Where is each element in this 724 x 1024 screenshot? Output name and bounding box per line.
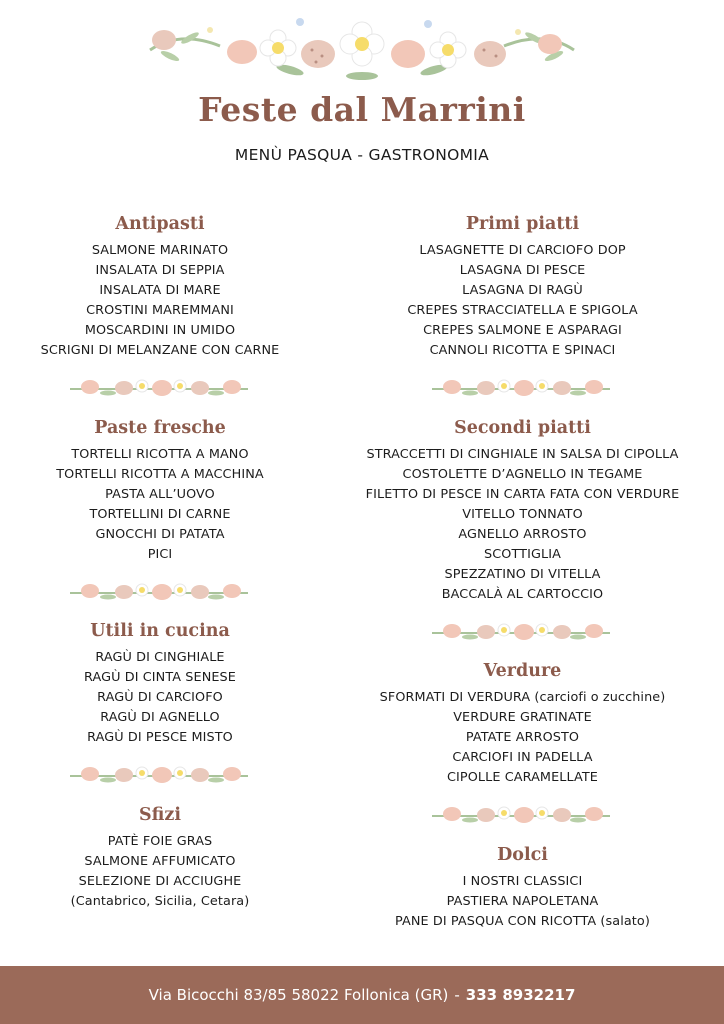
menu-item: BACCALÀ AL CARTOCCIO [441,587,604,602]
section-primi-piatti [350,213,695,361]
section-paste-fresche [20,417,300,565]
section-title: Utili in cucina [90,621,230,641]
page-title: Feste dal Marrini [198,90,526,129]
menu-item: RAGÙ DI CINTA SENESE [84,670,236,685]
menu-list [20,648,300,748]
section-antipasti [20,213,300,361]
menu-item: TORTELLI RICOTTA A MACCHINA [56,467,264,482]
menu-item: STRACCETTI DI CINGHIALE IN SALSA DI CIPOLLA [366,447,679,462]
menu-item: RAGÙ DI CARCIOFO [97,690,223,705]
section-title: Sfizi [139,805,181,825]
menu-item: PANE DI PASQUA CON RICOTTA (salato) [395,914,650,929]
menu-item: INSALATA DI MARE [99,283,221,298]
section-title: Verdure [483,661,562,681]
menu-list [350,688,695,788]
floral-divider-icon [68,577,250,607]
menu-item: I NOSTRI CLASSICI [462,874,583,889]
menu-item: RAGÙ DI PESCE MISTO [87,730,233,745]
menu-item: SFORMATI DI VERDURA (carciofi o zucchine) [379,690,666,705]
floral-divider-icon [68,760,250,790]
menu-item: CROSTINI MAREMMANI [86,303,234,318]
menu-item: TORTELLI RICOTTA A MANO [71,447,249,462]
footer-bar [0,966,724,1024]
section-title: Dolci [497,845,548,865]
menu-item: INSALATA DI SEPPIA [95,263,225,278]
section-sfizi [20,804,300,912]
footer-address: Via Bicocchi 83/85 58022 Follonica (GR) [148,986,449,1004]
section-verdure [350,660,695,788]
menu-item: PATATE ARROSTO [465,730,580,745]
section-title: Primi piatti [465,214,580,234]
menu-item: MOSCARDINI IN UMIDO [84,323,236,338]
menu-item: (Cantabrico, Sicilia, Cetara) [70,894,250,909]
menu-item: FILETTO DI PESCE IN CARTA FATA CON VERDURE [365,487,680,502]
menu-item: CARCIOFI IN PADELLA [452,750,593,765]
menu-item: CANNOLI RICOTTA E SPINACI [429,343,616,358]
section-title: Secondi piatti [454,418,591,438]
section-dolci [350,844,695,932]
menu-item: CREPES STRACCIATELLA E SPIGOLA [407,303,638,318]
footer-separator: - [454,986,460,1004]
floral-divider-icon [430,373,612,403]
floral-divider-icon [430,617,612,647]
menu-item: PASTA ALL’UOVO [105,487,215,502]
daffodils [260,22,466,68]
menu-item: LASAGNETTE DI CARCIOFO DOP [419,243,626,258]
menu-item: CIPOLLE CARAMELLATE [447,770,598,785]
menu-list [20,241,300,361]
menu-item: PASTIERA NAPOLETANA [446,894,599,909]
menu-list [20,832,300,912]
section-title: Paste fresche [94,418,226,438]
menu-item: SCRIGNI DI MELANZANE CON CARNE [40,343,280,358]
menu-item: GNOCCHI DI PATATA [95,527,225,542]
menu-item: VITELLO TONNATO [462,507,583,522]
menu-item: RAGÙ DI AGNELLO [100,710,220,725]
menu-item: PICI [147,547,173,562]
menu-item: TORTELLINI DI CARNE [89,507,231,522]
menu-item: VERDURE GRATINATE [453,710,592,725]
menu-item: LASAGNA DI PESCE [459,263,586,278]
menu-list [350,445,695,605]
menu-item: CREPES SALMONE E ASPARAGI [423,323,622,338]
menu-item: SPEZZATINO DI VITELLA [444,567,601,582]
floral-divider-icon [430,800,612,830]
menu-list [350,241,695,361]
menu-item: SELEZIONE DI ACCIUGHE [78,874,242,889]
menu-item: SCOTTIGLIA [484,547,561,562]
section-secondi-piatti [350,417,695,605]
menu-item: SALMONE AFFUMICATO [84,854,236,869]
page-subtitle: MENÙ PASQUA - GASTRONOMIA [234,146,490,164]
menu-list [350,872,695,932]
menu-item: AGNELLO ARROSTO [458,527,587,542]
menu-item: PATÈ FOIE GRAS [107,834,213,849]
menu-item: LASAGNA DI RAGÙ [462,283,583,298]
section-utili-in-cucina [20,620,300,748]
menu-list [20,445,300,565]
section-title: Antipasti [115,214,205,234]
easter-garland-icon [140,10,584,88]
menu-item: SALMONE MARINATO [91,243,229,258]
floral-divider-icon [68,373,250,403]
menu-item: COSTOLETTE D’AGNELLO IN TEGAME [402,467,643,482]
footer-phone: 333 8932217 [465,986,576,1004]
menu-item: RAGÙ DI CINGHIALE [95,650,225,665]
